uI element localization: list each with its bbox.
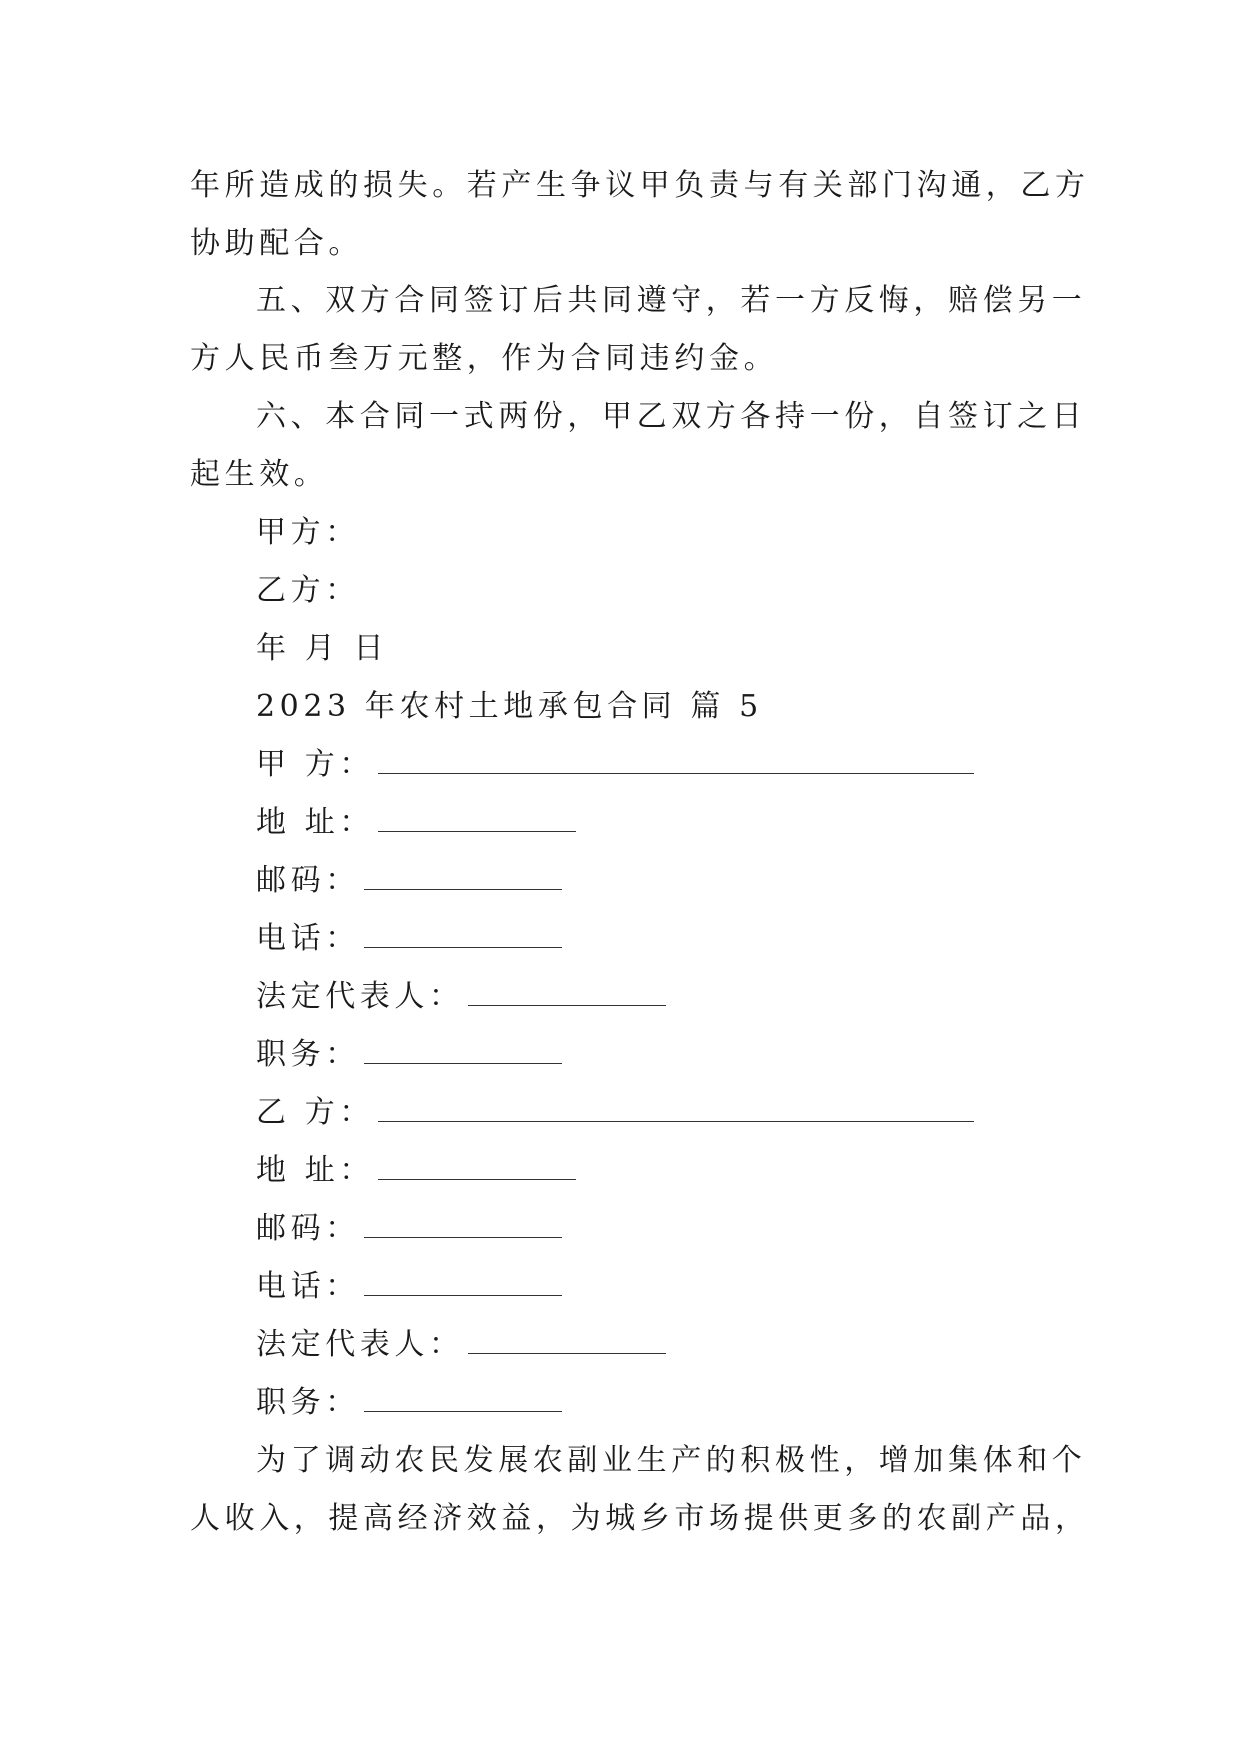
field-label: 职务： — [256, 1385, 360, 1420]
field-label: 地 址： — [256, 1153, 374, 1188]
field-label: 乙 方： — [256, 1095, 374, 1130]
paragraph-line: 年所造成的损失。若产生争议甲负责与有关部门沟通，乙方 — [190, 168, 1090, 203]
paragraph-line: 协助配合。 — [190, 226, 363, 261]
date-line: 年 月 日 — [256, 631, 389, 666]
blank-line — [468, 1325, 666, 1354]
field-label: 电话： — [256, 921, 360, 956]
blank-line — [364, 1267, 562, 1296]
blank-line — [364, 1209, 562, 1238]
party-a-rep-row — [256, 977, 666, 1017]
party-b-phone-row — [256, 1267, 562, 1307]
field-label: 职务： — [256, 1037, 360, 1072]
party-a-phone-row — [256, 919, 562, 959]
party-b-postcode-row — [256, 1209, 562, 1249]
party-b-address-row — [256, 1151, 576, 1191]
party-b-name-row — [256, 1093, 974, 1133]
clause-five-line: 五、双方合同签订后共同遵守，若一方反悔，赔偿另一 — [256, 283, 1087, 318]
section-title: 2023 年农村土地承包合同 篇 5 — [256, 689, 763, 724]
blank-line — [364, 919, 562, 948]
field-label: 邮码： — [256, 1211, 360, 1246]
field-label: 法定代表人： — [256, 979, 464, 1014]
party-a-address-row — [256, 803, 576, 843]
field-label: 法定代表人： — [256, 1327, 464, 1362]
field-label: 邮码： — [256, 863, 360, 898]
blank-line — [364, 1383, 562, 1412]
field-label: 电话： — [256, 1269, 360, 1304]
blank-line — [378, 1151, 576, 1180]
clause-six-line: 起生效。 — [190, 457, 329, 492]
party-a-signature: 甲方： — [256, 515, 360, 550]
clause-six-line: 六、本合同一式两份，甲乙双方各持一份，自签订之日 — [256, 399, 1087, 434]
blank-line — [378, 803, 576, 832]
party-a-postcode-row — [256, 861, 562, 901]
party-a-title-row — [256, 1035, 562, 1075]
field-label: 地 址： — [256, 805, 374, 840]
blank-line — [364, 1035, 562, 1064]
closing-paragraph-line: 为了调动农民发展农副业生产的积极性，增加集体和个 — [256, 1443, 1087, 1478]
blank-line — [378, 1093, 974, 1122]
party-a-name-row — [256, 745, 974, 785]
party-b-rep-row — [256, 1325, 666, 1365]
blank-line — [364, 861, 562, 890]
clause-five-line: 方人民币叁万元整，作为合同违约金。 — [190, 341, 779, 376]
closing-paragraph-line: 人收入，提高经济效益，为城乡市场提供更多的农副产品， — [190, 1501, 1090, 1536]
blank-line — [468, 977, 666, 1006]
party-b-title-row — [256, 1383, 562, 1423]
party-b-signature: 乙方： — [256, 573, 360, 608]
blank-line — [378, 745, 974, 774]
field-label: 甲 方： — [256, 747, 374, 782]
